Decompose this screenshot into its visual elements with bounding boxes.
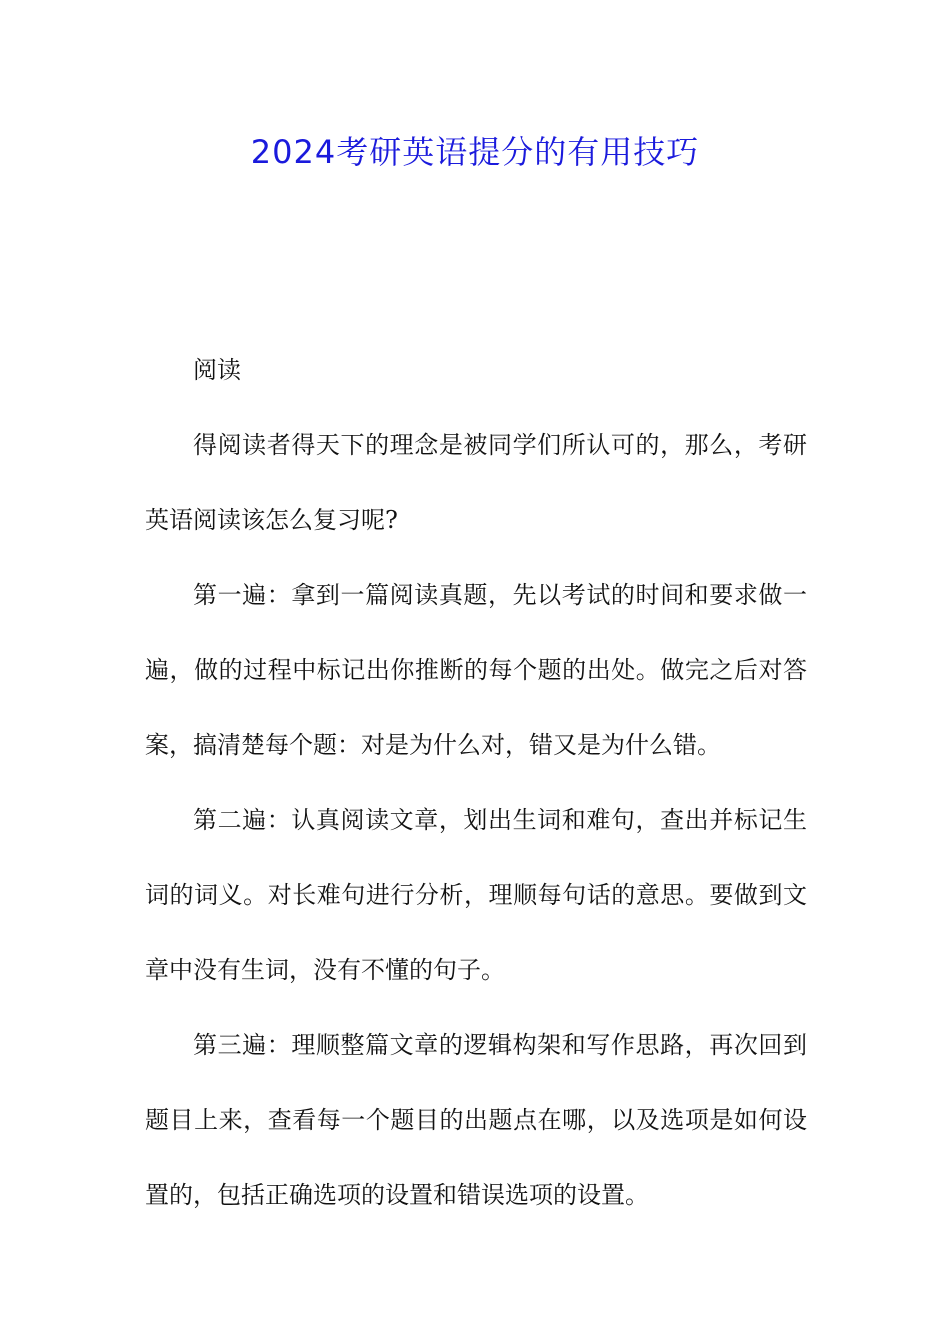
paragraph-third-pass: 第三遍：理顺整篇文章的逻辑构架和写作思路，再次回到题目上来，查看每一个题目的出题点在哪，以及选项是如何设置的，包括正确选项的设置和错误选项的设置。 — [145, 1031, 807, 1209]
paragraph-first-pass: 第一遍：拿到一篇阅读真题，先以考试的时间和要求做一遍，做的过程中标记出你推断的每个题的出处。做完之后对答案，搞清楚每个题：对是为什么对，错又是为什么错。 — [145, 581, 807, 759]
paragraph-intro: 得阅读者得天下的理念是被同学们所认可的，那么，考研英语阅读该怎么复习呢? — [145, 431, 807, 534]
paragraph-second-pass: 第二遍：认真阅读文章，划出生词和难句，查出并标记生词的词义。对长难句进行分析，理顺每句话的意思。要做到文章中没有生词，没有不懂的句子。 — [145, 806, 807, 984]
document-title: 2024考研英语提分的有用技巧 — [250, 133, 700, 171]
section-heading-reading: 阅读 — [193, 356, 241, 384]
document-body — [145, 333, 807, 1233]
